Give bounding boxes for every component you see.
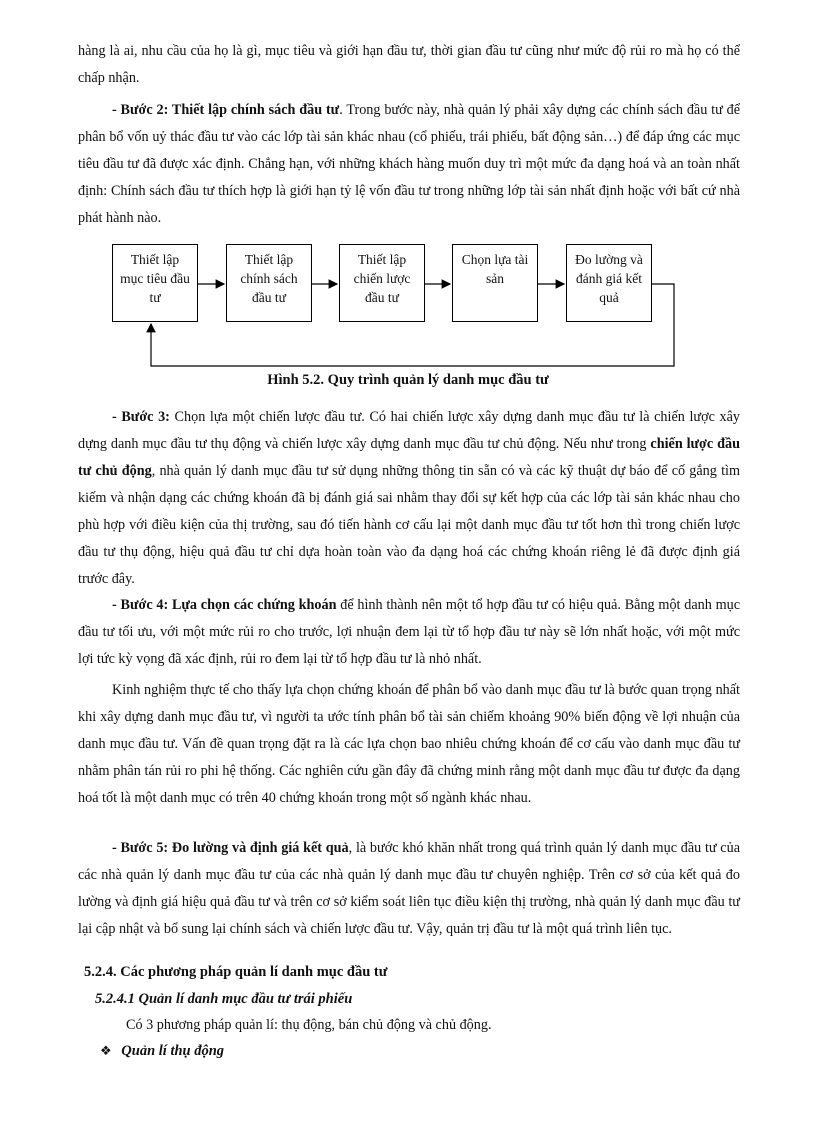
- step4-paragraph: [78, 592, 740, 673]
- diagram-box-4: Chọn lựa tài sản: [452, 244, 538, 322]
- step2-lead: - Bước 2: Thiết lập chính sách đầu tư: [112, 102, 340, 118]
- bullet-item: [100, 1043, 224, 1060]
- step3-lead: - Bước 3:: [112, 409, 170, 425]
- step5-paragraph: [78, 835, 740, 943]
- bullet-text: Quản lí thụ động: [121, 1043, 225, 1059]
- experience-paragraph: Kinh nghiệm thực tế cho thấy lựa chọn chứng khoán để phân bổ vào danh mục đầu tư là bước quan trọng nhất khi xây dựng danh mục đầu tư, vì người ta ước tính phân bổ tài sản chiếm khoảng 90% biến động về lợi nhuận của danh mục đầu tư. Vấn đề quan trọng đặt ra là các lựa chọn bao nhiêu chứng khoán để cơ cấu vào danh mục đầu tư nhằm phân tán rủi ro phi hệ thống. Các nghiên cứu gần đây đã chứng minh rằng một danh mục đầu tư được đa dạng hoá tốt là một danh mục có trên 40 chứng khoán trong một số ngành khác nhau.: [78, 682, 740, 806]
- methods-line: Có 3 phương pháp quản lí: thụ động, bán chủ động và chủ động.: [126, 1017, 492, 1033]
- diagram-arrows: [0, 240, 816, 370]
- diamond-bullet-icon: ❖: [100, 1044, 112, 1059]
- section-heading-524: 5.2.4. Các phương pháp quản lí danh mục đầu tư: [84, 964, 388, 980]
- feedback-arrow: [151, 284, 674, 366]
- intro-paragraph: hàng là ai, nhu cầu của họ là gì, mục tiêu và giới hạn đầu tư, thời gian đầu tư cũng như mức độ rủi ro mà họ có thể chấp nhận.: [78, 43, 740, 86]
- step5-lead: - Bước 5: Đo lường và định giá kết quả: [112, 840, 349, 856]
- step4-text: để hình thành nên một tổ hợp đầu tư có hiệu quả. Bằng một danh mục đầu tư tối ưu, với một mức rủi ro cho trước, lợi nhuận đem lại từ tổ hợp đầu tư này sẽ lớn nhất hoặc, với một mức lợi tức kỳ vọng đã xác định, rủi ro đem lại từ tổ hợp đầu tư là nhỏ nhất.: [78, 597, 741, 667]
- step3-text-a: Chọn lựa một chiến lược đầu tư. Có hai chiến lược xây dựng danh mục đầu tư là chiến lược xây dựng danh mục đầu tư thụ động và chiến lược xây dựng danh mục đầu tư chủ động. Nếu như trong: [78, 409, 740, 452]
- figure-caption: Hình 5.2. Quy trình quản lý danh mục đầu tư: [267, 372, 549, 388]
- diagram-box-2: Thiết lập chính sách đầu tư: [226, 244, 312, 322]
- step2-paragraph: [78, 97, 740, 232]
- step3-bold: chiến lược đầu tư chủ động: [78, 436, 740, 479]
- step4-lead: - Bước 4: Lựa chọn các chứng khoán: [112, 597, 337, 613]
- step5-text: , là bước khó khăn nhất trong quá trình quản lý danh mục đầu tư của các nhà quản lý danh mục đầu tư của các nhà quản lý danh mục đầu tư chuyên nghiệp. Trên cơ sở của kết quả đo lường và định giá hiệu quả đầu tư và trên cơ sở kiểm soát liên tục điều kiện thị trường, nhà quản lý danh mục đầu tư lại cập nhật và bổ sung lại chính sách và chiến lược đầu tư. Vậy, quản trị đầu tư là một quá trình liên tục.: [78, 840, 740, 937]
- diagram-box-5: Đo lường và đánh giá kết quả: [566, 244, 652, 322]
- diagram-box-3: Thiết lập chiến lược đầu tư: [339, 244, 425, 322]
- section-heading-5241: 5.2.4.1 Quản lí danh mục đầu tư trái phiếu: [95, 991, 353, 1007]
- step2-text: . Trong bước này, nhà quản lý phải xây dựng các chính sách đầu tư để phân bổ vốn uỷ thác đầu tư vào các lớp tài sản khác nhau (cổ phiếu, trái phiếu, bất động sản…) để đáp ứng các mục tiêu đầu tư đã được xác định. Chẳng hạn, với những khách hàng muốn duy trì một mức đa dạng hoá và an toàn nhất định: Chính sách đầu tư thích hợp là giới hạn tỷ lệ vốn đầu tư trong những lớp tài sản nhất định hoặc với bất cứ nhà phát hành nào.: [78, 102, 741, 226]
- step3-paragraph: [78, 404, 740, 593]
- step3-text-b: , nhà quản lý danh mục đầu tư sử dụng những thông tin sẵn có và các kỹ thuật dự báo để cố gắng tìm kiếm và nhận dạng các chứng khoán đã bị đánh giá sai nhằm thay đổi sự kết hợp của các lớp tài sản khác nhau cho phù hợp với điều kiện của thị trường, sau đó tiến hành cơ cấu lại một danh mục đầu tư tốt hơn thì trong chiến lược đầu tư thụ động, hiệu quả đầu tư chỉ dựa hoàn toàn vào đa dạng hoá các chứng khoán riêng lẻ đã được định giá trước đây.: [78, 463, 740, 587]
- diagram-box-1: Thiết lập mục tiêu đầu tư: [112, 244, 198, 322]
